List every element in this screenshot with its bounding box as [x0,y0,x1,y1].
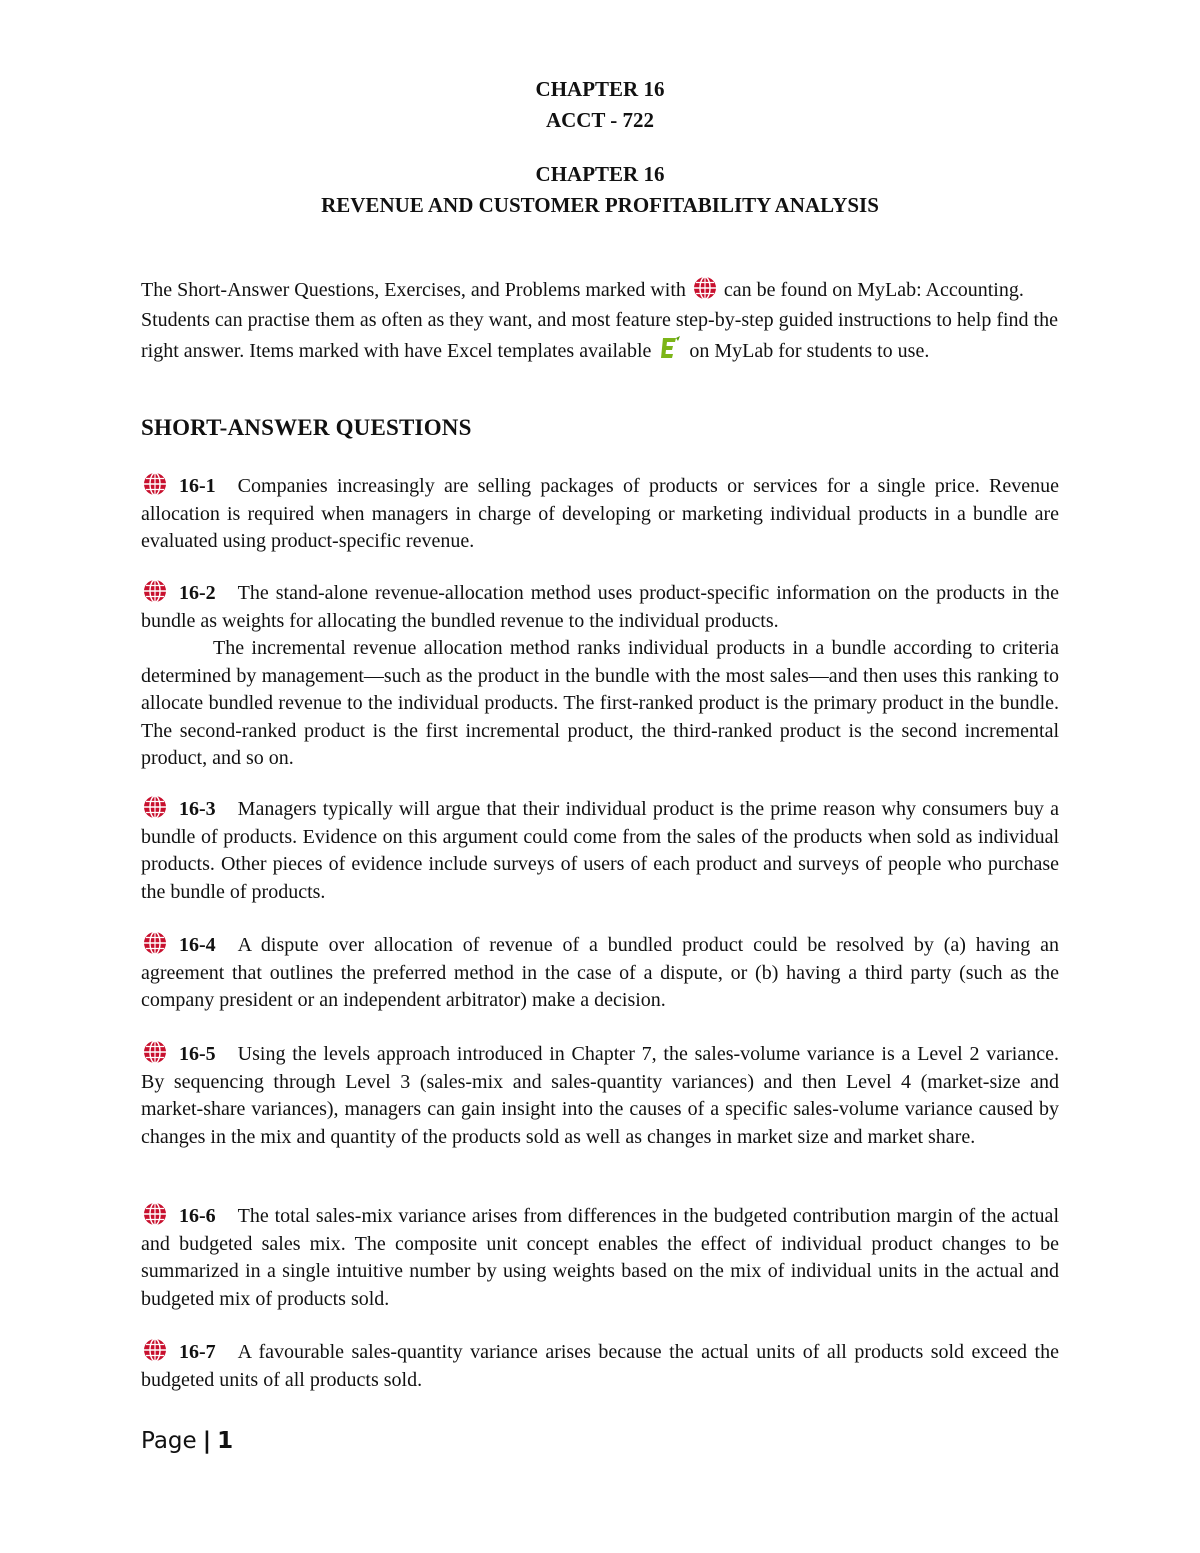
globe-icon [141,930,169,956]
answer-text: The stand-alone revenue-allocation method uses product-specific information on the products in the bundle as weights for allocating the bundled revenue to the individual products. [141,582,1059,632]
excel-e-icon [656,335,684,361]
question-number: 16-1 [179,475,216,497]
question-16-5 [141,1039,1059,1151]
page-footer [141,1428,233,1454]
intro-paragraph: The Short-Answer Questions, Exercises, and Problems marked with can be found on MyLab: Accounting. Students can practise them as often as they want, and most feature step-by-step guided instructions to help find the right answer. Items marked with have Excel templates available on MyLab for students to use. [141,275,1059,366]
chapter-title: REVENUE AND CUSTOMER PROFITABILITY ANALYSIS [321,193,879,217]
globe-icon [141,1039,169,1065]
question-16-6 [141,1201,1059,1313]
course-code: ACCT - 722 [545,108,655,132]
answer-text: Using the levels approach introduced in Chapter 7, the sales-volume variance is a Level 2 variance. By sequencing through Level 3 (sales-mix and sales-quantity variances) and then Level 4 (market-size and market-share variances), managers can gain insight into the causes of a specific sales-volume variance caused by changes in the mix and quantity of the products sold as well as changes in market size and market share. [141,1043,1059,1148]
question-number: 16-4 [179,934,216,956]
globe-icon [141,1337,169,1363]
question-16-4 [141,930,1059,1015]
question-number: 16-2 [179,582,216,604]
globe-icon [141,578,169,604]
answer-text-continued: The incremental revenue allocation method ranks individual products in a bundle according to criteria determined by management—such as the product in the bundle with the most sales—and then uses this ranking to allocate bundled revenue to the individual products. The first-ranked product is the primary product in the bundle. The second-ranked product is the first incremental product, the third-ranked product is the second incremental product, and so on. [141,637,1059,769]
globe-icon [691,275,719,301]
question-number: 16-6 [179,1205,216,1227]
answer-text: The total sales-mix variance arises from differences in the budgeted contribution margin of the actual and budgeted sales mix. The composite unit concept enables the effect of individual product changes to be summarized in a single intuitive number by using weights based on the mix of individual units in the actual and budgeted mix of products sold. [141,1205,1059,1310]
question-number: 16-7 [179,1341,216,1363]
question-16-3 [141,794,1059,906]
page-label: Page [141,1428,197,1454]
globe-icon [141,471,169,497]
globe-icon [141,1201,169,1227]
question-16-2 [141,578,1059,773]
answer-text: A dispute over allocation of revenue of a bundled product could be resolved by (a) having an agreement that outlines the preferred method in the case of a dispute, or (b) having a third party (such as the company president or an independent arbitrator) make a decision. [141,934,1059,1011]
answer-text: A favourable sales-quantity variance arises because the actual units of all products sold exceed the budgeted units of all products sold. [141,1341,1059,1391]
chapter-heading-repeat: CHAPTER 16 [535,162,665,186]
question-16-7 [141,1337,1059,1394]
answer-text: Managers typically will argue that their individual product is the prime reason why consumers buy a bundle of products. Evidence on this argument could come from the sales of the products when sold as individual products. Other pieces of evidence include surveys of users of each product and surveys of people who purchase the bundle of products. [141,798,1059,903]
globe-icon [141,794,169,820]
question-16-1 [141,471,1059,556]
question-number: 16-3 [179,798,216,820]
chapter-heading: CHAPTER 16 [535,77,665,101]
page-separator: | [202,1428,212,1454]
answer-text: Companies increasingly are selling packages of products or services for a single price. Revenue allocation is required when managers in charge of developing or marketing individual products in a bundle are evaluated using product-specific revenue. [141,475,1059,552]
section-heading: SHORT-ANSWER QUESTIONS [141,415,472,440]
question-number: 16-5 [179,1043,216,1065]
page-number: 1 [217,1428,234,1454]
